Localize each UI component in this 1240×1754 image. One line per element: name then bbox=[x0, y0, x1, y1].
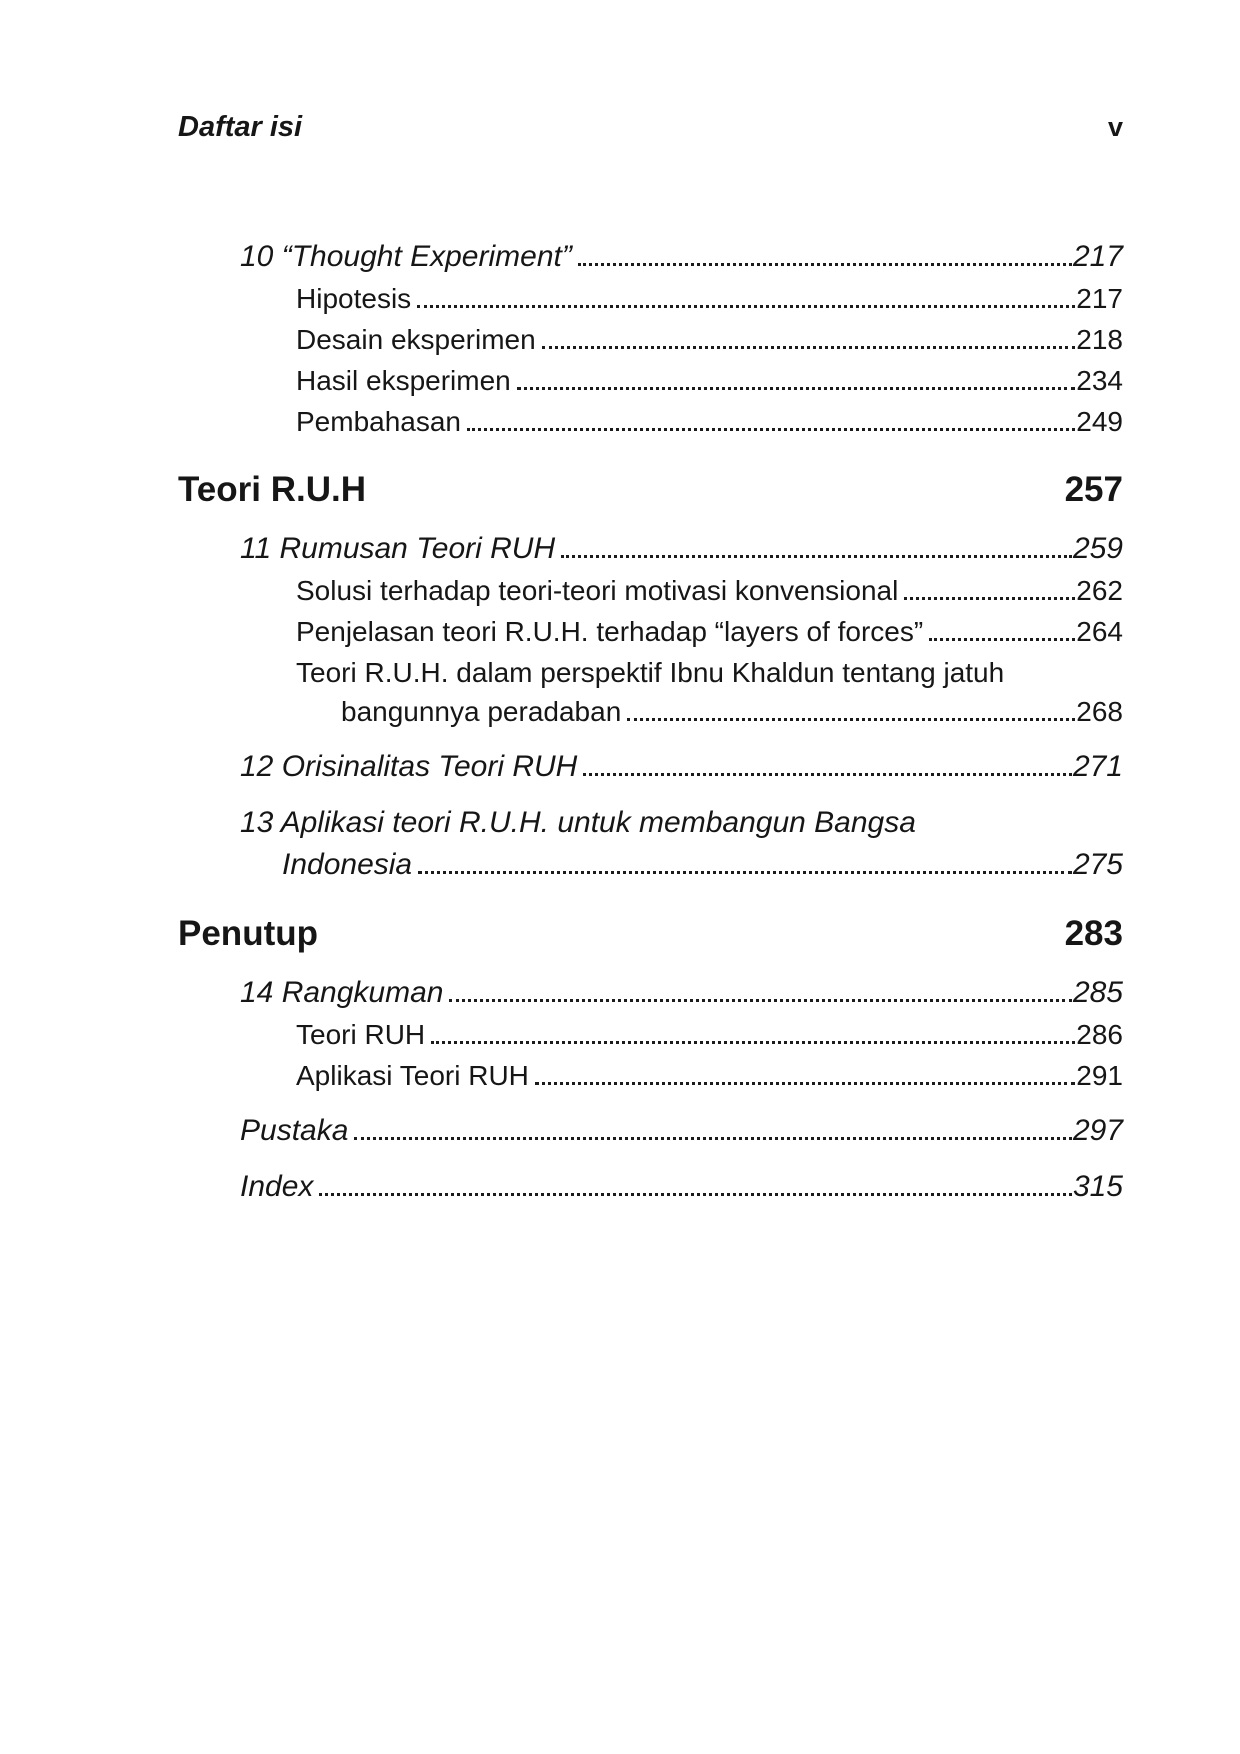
toc-entry bbox=[178, 693, 1123, 731]
toc-entry bbox=[178, 910, 1123, 957]
dot-leader bbox=[417, 305, 1075, 308]
toc-entry-label: Aplikasi Teori RUH bbox=[296, 1060, 529, 1091]
toc-entry bbox=[178, 1016, 1123, 1054]
dot-leader bbox=[467, 428, 1075, 431]
toc-entry-label: Index bbox=[240, 1170, 314, 1203]
toc-entry-label: Pembahasan bbox=[296, 406, 462, 437]
toc-entry-label: bangunnya peradaban bbox=[341, 696, 622, 727]
dot-leader bbox=[535, 1082, 1075, 1085]
toc-entry-label: 14 Rangkuman bbox=[240, 976, 444, 1009]
toc-entry bbox=[178, 321, 1123, 359]
dot-leader bbox=[431, 1041, 1075, 1044]
toc-entry bbox=[178, 572, 1123, 610]
page-title: Daftar isi bbox=[178, 111, 303, 143]
toc-entry bbox=[178, 972, 1123, 1013]
toc-entry bbox=[178, 403, 1123, 441]
toc-entry bbox=[178, 528, 1123, 569]
toc-entry-label: Solusi terhadap teori-teori motivasi konvensional bbox=[296, 575, 899, 606]
toc-entry-page: 257 bbox=[1064, 470, 1123, 509]
toc-entry-page: 262 bbox=[1076, 575, 1123, 606]
toc-entry bbox=[178, 236, 1123, 277]
toc-entry-page: 217 bbox=[1076, 283, 1123, 314]
toc-entry-page: 217 bbox=[1072, 240, 1123, 273]
dot-leader bbox=[561, 555, 1072, 558]
toc-entry-label: Penjelasan teori R.U.H. terhadap “layers of forces” bbox=[296, 616, 924, 647]
toc-entry-label: 11 Rumusan Teori RUH bbox=[240, 532, 556, 565]
toc-entry-page: 315 bbox=[1072, 1170, 1123, 1203]
toc-entry-page: 218 bbox=[1076, 324, 1123, 355]
toc-entry-label: 10 “Thought Experiment” bbox=[240, 240, 572, 273]
toc-entry-page: 259 bbox=[1072, 532, 1123, 565]
toc-entry-label: Hipotesis bbox=[296, 283, 412, 314]
toc-entry bbox=[178, 1166, 1123, 1207]
toc-entry bbox=[178, 746, 1123, 787]
dot-leader bbox=[929, 638, 1075, 641]
dot-leader bbox=[904, 597, 1075, 600]
toc-entry-label: 12 Orisinalitas Teori RUH bbox=[240, 750, 578, 783]
toc-entry-label: Penutup bbox=[178, 914, 318, 953]
toc-entry-page: 285 bbox=[1072, 976, 1123, 1009]
toc-entry-label: Teori R.U.H bbox=[178, 470, 366, 509]
toc-entry-page: 275 bbox=[1072, 848, 1123, 881]
dot-leader bbox=[542, 346, 1076, 349]
dot-leader bbox=[449, 999, 1071, 1002]
toc-entry-page: 234 bbox=[1076, 365, 1123, 396]
toc-entry bbox=[178, 613, 1123, 651]
toc-entry bbox=[178, 466, 1123, 513]
toc-entry bbox=[178, 280, 1123, 318]
dot-leader bbox=[578, 263, 1072, 266]
dot-leader bbox=[627, 718, 1075, 721]
toc-entry-page: 286 bbox=[1076, 1019, 1123, 1050]
toc-entry-page: 264 bbox=[1076, 616, 1123, 647]
toc-entry-label: Pustaka bbox=[240, 1114, 349, 1147]
dot-leader bbox=[517, 387, 1076, 390]
toc-entry-label: Desain eksperimen bbox=[296, 324, 536, 355]
toc-entry-page: 291 bbox=[1076, 1060, 1123, 1091]
toc-entry-page: 283 bbox=[1064, 914, 1123, 953]
toc-entry bbox=[178, 1110, 1123, 1151]
dot-leader bbox=[583, 773, 1072, 776]
dot-leader bbox=[354, 1137, 1072, 1140]
toc-entry-page: 268 bbox=[1076, 696, 1123, 727]
page-number: v bbox=[1107, 112, 1123, 142]
toc-entry-label: Indonesia bbox=[282, 848, 413, 881]
toc-entry-label: 13 Aplikasi teori R.U.H. untuk membangun Bangsa bbox=[240, 806, 916, 839]
toc-entry-label: Hasil eksperimen bbox=[296, 365, 511, 396]
toc-entry-page: 271 bbox=[1072, 750, 1123, 783]
running-header bbox=[178, 106, 1123, 148]
toc-entry-page: 297 bbox=[1072, 1114, 1123, 1147]
table-of-contents bbox=[178, 236, 1123, 1207]
toc-entry bbox=[178, 802, 1123, 843]
dot-leader bbox=[418, 871, 1072, 874]
toc-entry bbox=[178, 1057, 1123, 1095]
toc-entry bbox=[178, 844, 1123, 885]
toc-entry-label: Teori R.U.H. dalam perspektif Ibnu Khaldun tentang jatuh bbox=[296, 657, 1005, 688]
toc-entry-page: 249 bbox=[1076, 406, 1123, 437]
dot-leader bbox=[319, 1193, 1072, 1196]
toc-entry bbox=[178, 362, 1123, 400]
toc-entry bbox=[178, 654, 1123, 692]
toc-entry-label: Teori RUH bbox=[296, 1019, 426, 1050]
